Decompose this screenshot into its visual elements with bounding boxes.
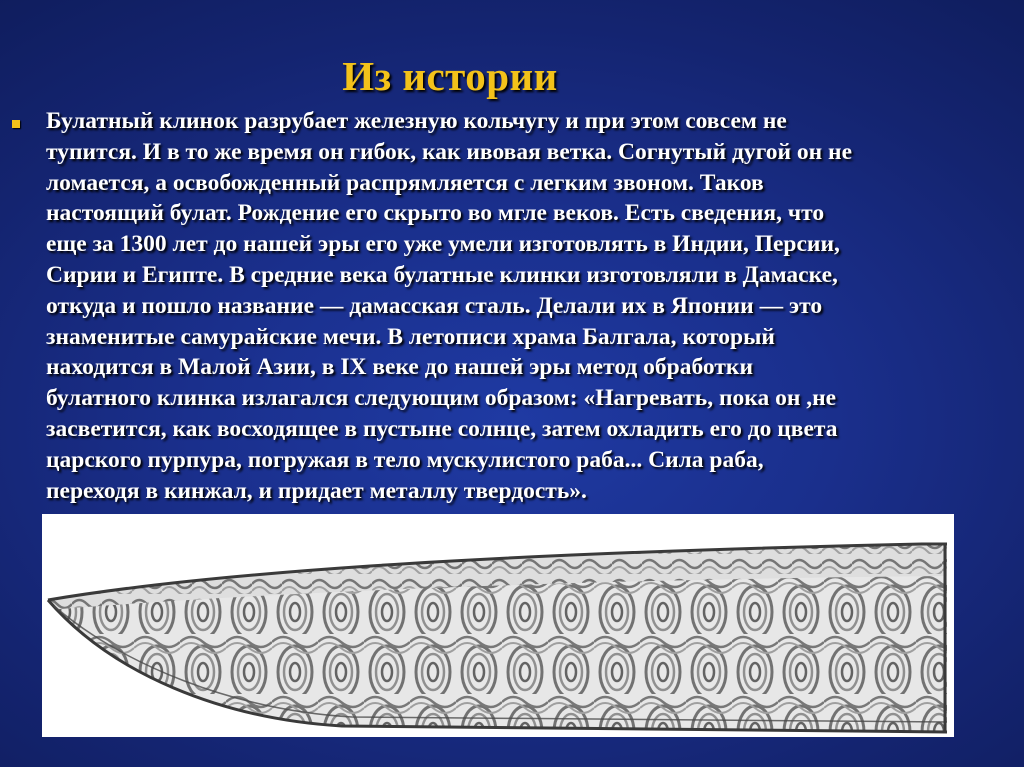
history-paragraph: Булатный клинок разрубает железную кольчугу и при этом совсем не тупится. И в то же время он гибок, как ивовая ветка. Согнутый дугой он не ломается, а освобожденный распрямляется с легким звоном. Таков настоящий булат. Рождение его скрыто во мгле веков. Есть сведения, что еще за 1300 лет до нашей эры его уже умели изготовлять в Индии, Персии, Сирии и Египте. В средние века булатные клинки изготовляли в Дамаске, откуда и пошло название — дамасская сталь. Делали их в Японии — это знаменитые самурайские мечи. В летописи храма Балгала, который находится в Малой Азии, в IX веке до нашей эры метод обработки булатного клинка излагался следующим образом: «Нагревать, пока он ,не засветится, как восходящее в пустыне солнце, затем охладить его до цвета царского пурпура, погружая в тело мускулистого раба... Сила раба, переходя в кинжал, и придает металлу твердость». <box>46 108 853 504</box>
damascus-blade-image <box>42 514 954 737</box>
bullet-square-icon <box>12 120 20 128</box>
slide-title: Из истории <box>342 53 558 99</box>
